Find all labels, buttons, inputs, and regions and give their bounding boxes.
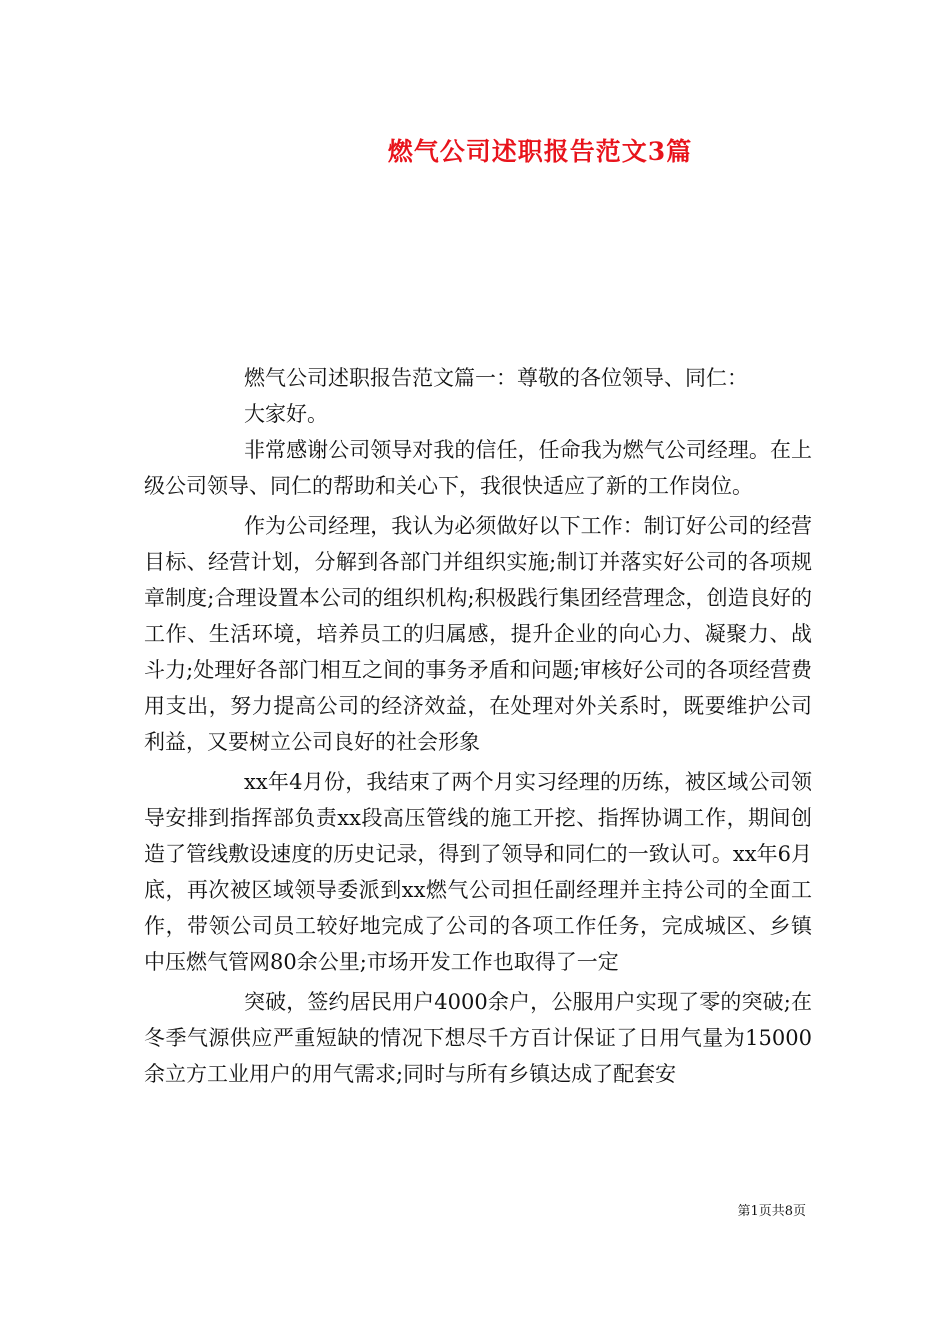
paragraph-greeting-heading: 燃气公司述职报告范文篇一：尊敬的各位领导、同仁：: [244, 366, 748, 390]
page-number: 第1页共8页: [737, 1204, 806, 1219]
document-body: [144, 360, 812, 1092]
paragraph-greeting: 大家好。: [244, 402, 328, 426]
paragraph-breakthrough: 突破，签约居民用户4000余户，公服用户实现了零的突破;在冬季气源供应严重短缺的情况下想尽千方百计保证了日用气量为15000余立方工业用户的用气需求;同时与所有乡镇达成了配套安: [144, 990, 812, 1086]
paragraph-duties: 作为公司经理，我认为必须做好以下工作：制订好公司的经营目标、经营计划，分解到各部门并组织实施;制订并落实好公司的各项规章制度;合理设置本公司的组织机构;积极践行集团经营理念，创造良好的工作、生活环境，培养员工的归属感，提升企业的向心力、凝聚力、战斗力;处理好各部门相互之间的事务矛盾和问题;审核好公司的各项经营费用支出，努力提高公司的经济效益，在处理对外关系时，既要维护公司利益，又要树立公司良好的社会形象: [144, 514, 812, 754]
paragraph-thanks: 非常感谢公司领导对我的信任，任命我为燃气公司经理。在上级公司领导、同仁的帮助和关心下，我很快适应了新的工作岗位。: [144, 438, 812, 498]
paragraph-history: xx年4月份，我结束了两个月实习经理的历练，被区域公司领导安排到指挥部负责xx段高压管线的施工开挖、指挥协调工作，期间创造了管线敷设速度的历史记录，得到了领导和同仁的一致认可。xx年6月底，再次被区域领导委派到xx燃气公司担任副经理并主持公司的全面工作，带领公司员工较好地完成了公司的各项工作任务，完成城区、乡镇中压燃气管网80余公里;市场开发工作也取得了一定: [144, 770, 812, 974]
document-title: 燃气公司述职报告范文3篇: [387, 137, 693, 166]
